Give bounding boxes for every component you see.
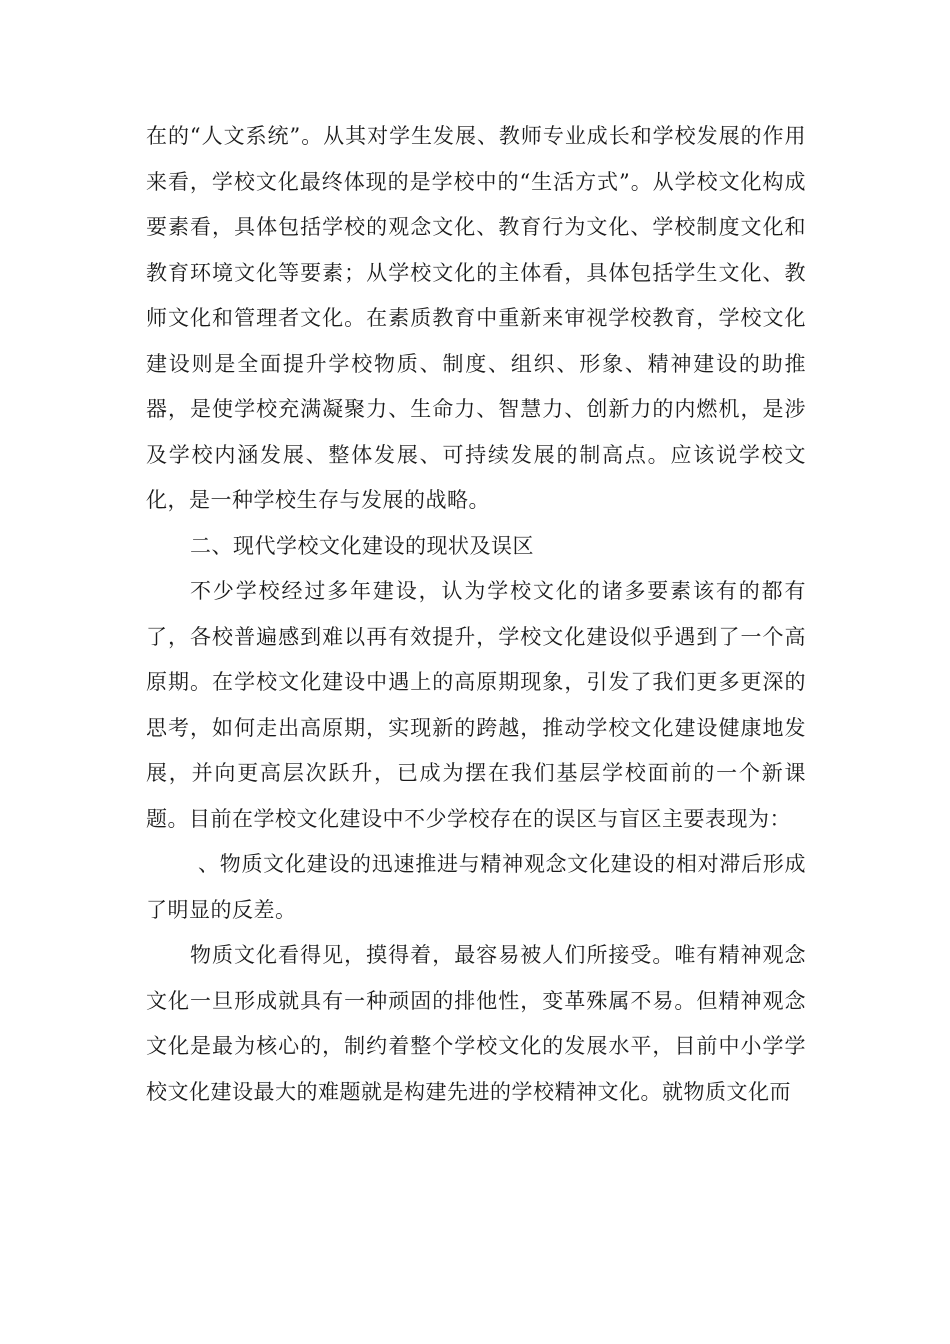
paragraph-school-culture-definition: 在的“人文系统”。从其对学生发展、教师专业成长和学校发展的作用来看，学校文化最终体现的是学校中的“生活方式”。从学校文化构成要素看，具体包括学校的观念文化、教育行为文化、学校制度文化和教育环境文化等要素；从学校文化的主体看，具体包括学生文化、教师文化和管理者文化。在素质教育中重新来审视学校教育，学校文化建设则是全面提升学校物质、制度、组织、形象、精神建设的助推器，是使学校充满凝聚力、生命力、智慧力、创新力的内燃机，是涉及学校内涵发展、整体发展、可持续发展的制高点。应该说学校文化，是一种学校生存与发展的战略。	[146, 124, 806, 512]
body-text	[146, 114, 806, 1115]
section-heading-current-status: 二、现代学校文化建设的现状及误区	[190, 533, 534, 558]
paragraph-material-vs-spiritual: 、物质文化建设的迅速推进与精神观念文化建设的相对滞后形成了明显的反差。	[146, 852, 806, 922]
paragraph-material-culture: 物质文化看得见，摸得着，最容易被人们所接受。唯有精神观念文化一旦形成就具有一种顽固的排他性，变革殊属不易。但精神观念文化是最为核心的，制约着整个学校文化的发展水平，目前中小学学校文化建设最大的难题就是构建先进的学校精神文化。就物质文化而	[146, 943, 806, 1104]
paragraph-plateau-period: 不少学校经过多年建设，认为学校文化的诸多要素该有的都有了，各校普遍感到难以再有效提升，学校文化建设似乎遇到了一个高原期。在学校文化建设中遇上的高原期现象，引发了我们更多更深的思考，如何走出高原期，实现新的跨越，推动学校文化建设健康地发展，并向更高层次跃升，已成为摆在我们基层学校面前的一个新课题。目前在学校文化建设中不少学校存在的误区与盲区主要表现为：	[146, 579, 806, 831]
